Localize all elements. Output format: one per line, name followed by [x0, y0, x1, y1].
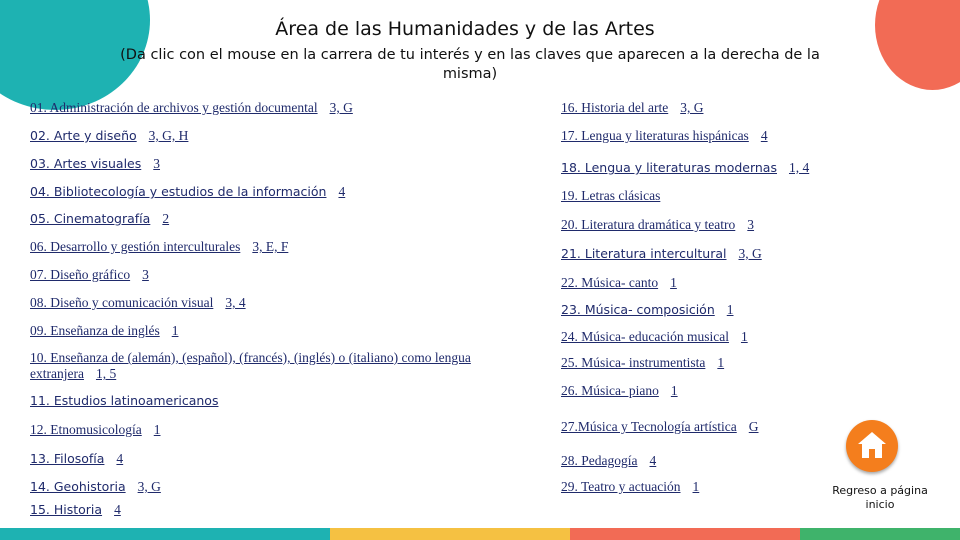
career-keys-link[interactable]: 1	[692, 479, 700, 494]
career-item	[561, 246, 762, 262]
career-link[interactable]: 15. Historia	[30, 502, 103, 517]
page-subtitle: (Da clic con el mouse en la carrera de tu interés y en las claves que aparecen a la derecha de la misma)	[120, 47, 820, 82]
career-link[interactable]: 20. Literatura dramática y teatro	[561, 217, 736, 232]
career-item	[561, 479, 699, 495]
career-item	[30, 100, 353, 116]
career-keys-link[interactable]: 4	[114, 502, 121, 517]
career-keys-link[interactable]: 3	[153, 156, 161, 171]
career-link[interactable]: 03. Artes visuales	[30, 156, 142, 171]
career-link[interactable]: 21. Literatura intercultural	[561, 246, 727, 261]
career-item	[561, 128, 768, 144]
career-item	[561, 329, 748, 345]
career-link[interactable]: 08. Diseño y comunicación visual	[30, 295, 214, 310]
career-link[interactable]: 29. Teatro y actuación	[561, 479, 681, 494]
career-item	[30, 295, 246, 311]
career-keys-link[interactable]: 3, G	[137, 479, 161, 494]
career-link[interactable]: 04. Bibliotecología y estudios de la información	[30, 184, 327, 199]
career-link[interactable]: 05. Cinematografía	[30, 211, 151, 226]
career-keys-link[interactable]: 1, 5	[95, 366, 117, 381]
career-item	[561, 217, 754, 233]
career-keys-link[interactable]: 3, G	[738, 246, 762, 261]
career-link[interactable]: 16. Historia del arte	[561, 100, 669, 115]
career-link[interactable]: 24. Música- educación musical	[561, 329, 729, 344]
career-item	[561, 453, 656, 469]
decorative-coral-circle	[875, 0, 960, 90]
career-link[interactable]: 11. Estudios latinoamericanos	[30, 393, 219, 408]
career-link[interactable]: 02. Arte y diseño	[30, 128, 137, 143]
career-item	[30, 267, 149, 283]
career-item	[561, 100, 703, 116]
career-keys-link[interactable]: 1	[726, 302, 734, 317]
career-item	[30, 393, 218, 409]
career-link[interactable]: 27.Música y Tecnología artística	[561, 419, 737, 434]
career-link[interactable]: 14. Geohistoria	[30, 479, 126, 494]
career-keys-link[interactable]: 1	[153, 422, 161, 437]
career-link[interactable]: 18. Lengua y literaturas modernas	[561, 160, 777, 175]
career-item	[561, 355, 724, 371]
career-item	[30, 451, 123, 467]
career-keys-link[interactable]: 4	[649, 453, 657, 468]
decorative-bottom-bar	[0, 528, 960, 540]
career-link[interactable]: 12. Etnomusicología	[30, 422, 142, 437]
page-title: Área de las Humanidades y de las Artes	[275, 18, 655, 40]
career-keys-link[interactable]: 3, 4	[225, 295, 246, 310]
career-item	[30, 211, 169, 227]
career-keys-link[interactable]: G	[748, 419, 759, 434]
career-item	[561, 275, 677, 291]
career-keys-link[interactable]: 1	[670, 383, 678, 398]
career-keys-link[interactable]: 4	[338, 184, 346, 199]
career-keys-link[interactable]: 3	[747, 217, 755, 232]
career-keys-link[interactable]: 3, G	[329, 100, 353, 115]
career-keys-link[interactable]: 1	[171, 323, 179, 338]
career-item	[30, 422, 161, 438]
career-link[interactable]: 09. Enseñanza de inglés	[30, 323, 160, 338]
career-item	[30, 350, 490, 382]
career-item	[30, 502, 121, 518]
career-link[interactable]: 22. Música- canto	[561, 275, 659, 290]
career-keys-link[interactable]: 4	[116, 451, 124, 466]
home-button-label: Regreso a página inicio	[832, 484, 928, 511]
career-item	[561, 302, 734, 318]
career-item	[561, 160, 809, 176]
career-link[interactable]: 07. Diseño gráfico	[30, 267, 131, 282]
career-link[interactable]: 26. Música- piano	[561, 383, 659, 398]
career-item	[30, 239, 288, 255]
home-icon	[855, 428, 889, 462]
career-link[interactable]: 10. Enseñanza de (alemán), (español), (francés), (inglés) o (italiano) como lengua extranjera	[30, 350, 471, 381]
career-link[interactable]: 01. Administración de archivos y gestión documental	[30, 100, 318, 115]
career-keys-link[interactable]: 3, G, H	[148, 128, 189, 143]
career-link[interactable]: 28. Pedagogía	[561, 453, 638, 468]
career-link[interactable]: 23. Música- composición	[561, 302, 715, 317]
career-link[interactable]: 25. Música- instrumentista	[561, 355, 706, 370]
career-item	[561, 383, 678, 399]
career-keys-link[interactable]: 3, G	[680, 100, 704, 115]
career-item	[30, 128, 188, 144]
career-item	[30, 184, 345, 200]
career-keys-link[interactable]: 1	[717, 355, 725, 370]
career-item	[30, 156, 160, 172]
career-item	[30, 479, 161, 495]
career-keys-link[interactable]: 2	[162, 211, 170, 226]
career-item	[561, 188, 660, 204]
career-link[interactable]: 13. Filosofía	[30, 451, 105, 466]
career-link[interactable]: 06. Desarrollo y gestión interculturales	[30, 239, 241, 254]
home-button[interactable]	[846, 420, 898, 472]
career-item	[561, 419, 759, 435]
career-item	[30, 323, 178, 339]
career-keys-link[interactable]: 1	[670, 275, 677, 290]
career-keys-link[interactable]: 3, E, F	[252, 239, 289, 254]
career-link[interactable]: 19. Letras clásicas	[561, 188, 661, 203]
career-keys-link[interactable]: 1	[740, 329, 748, 344]
career-keys-link[interactable]: 4	[760, 128, 768, 143]
career-link[interactable]: 17. Lengua y literaturas hispánicas	[561, 128, 749, 143]
career-keys-link[interactable]: 1, 4	[788, 160, 810, 175]
career-keys-link[interactable]: 3	[142, 267, 149, 282]
